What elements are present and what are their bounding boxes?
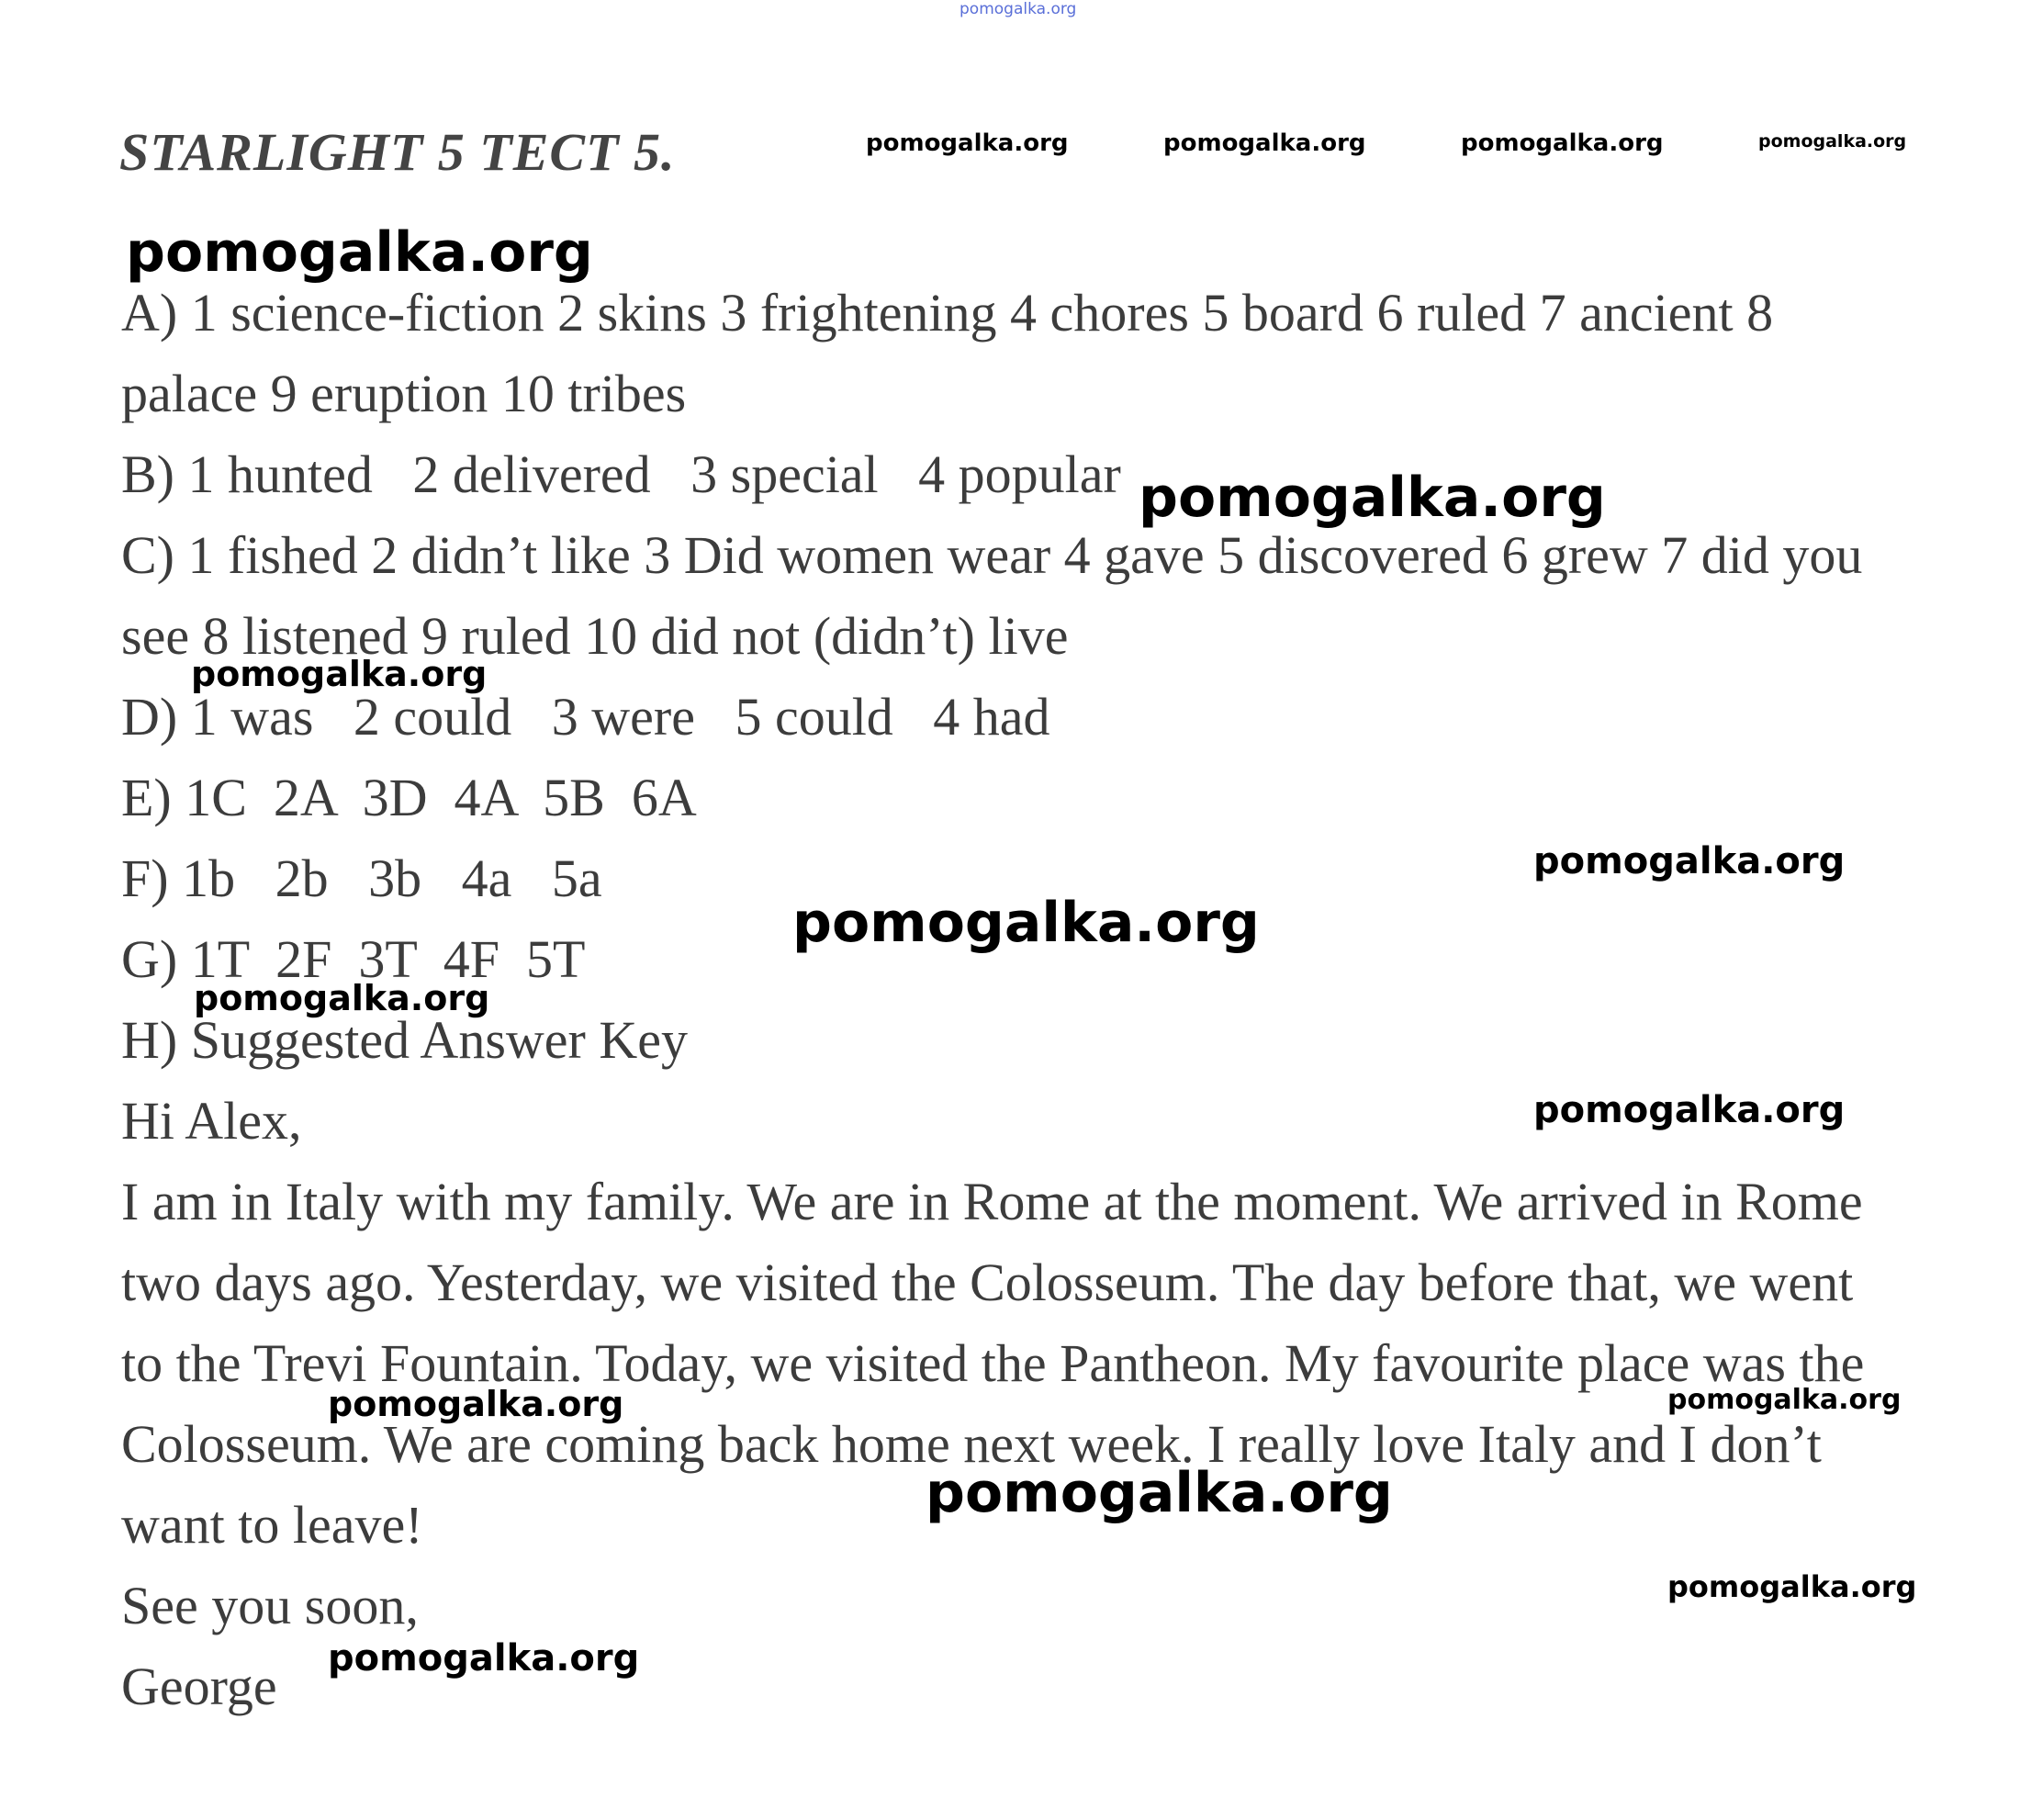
answer-c-line1: C) 1 fished 2 didn’t like 3 Did women wear 4 gave 5 discovered 6 grew 7 did you [121, 525, 1863, 585]
watermark: pomogalka.org [328, 1384, 624, 1424]
letter-body-line4: Colosseum. We are coming back home next week. I really love Italy and I don’t [121, 1414, 1822, 1474]
answer-f-line: F) 1b 2b 3b 4a 5a [121, 848, 602, 908]
answer-h-line: H) Suggested Answer Key [121, 1010, 688, 1070]
watermark: pomogalka.org [191, 654, 488, 694]
letter-body-line2: two days ago. Yesterday, we visited the Colosseum. The day before that, we went [121, 1253, 1854, 1312]
answer-g-line: G) 1T 2F 3T 4F 5T [121, 929, 586, 989]
watermark: pomogalka.org [194, 978, 490, 1018]
letter-body-line3: to the Trevi Fountain. Today, we visited the Pantheon. My favourite place was the [121, 1333, 1865, 1393]
watermark: pomogalka.org [1667, 1384, 1902, 1416]
watermark: pomogalka.org [926, 1461, 1393, 1525]
watermark: pomogalka.org [1139, 466, 1606, 530]
page-title: STARLIGHT 5 TECT 5. [119, 122, 676, 182]
answer-c-line2: see 8 listened 9 ruled 10 did not (didn’t) live [121, 606, 1069, 666]
watermark: pomogalka.org [1461, 129, 1664, 157]
watermark: pomogalka.org [126, 220, 593, 285]
answer-d-line: D) 1 was 2 could 3 were 5 could 4 had [121, 687, 1050, 747]
watermark: pomogalka.org [328, 1637, 640, 1680]
watermark: pomogalka.org [1163, 129, 1366, 157]
letter-greeting: Hi Alex, [121, 1091, 302, 1151]
top-watermark: pomogalka.org [960, 0, 1077, 18]
answer-a-line1: A) 1 science-fiction 2 skins 3 frightening 4 chores 5 board 6 ruled 7 ancient 8 [121, 283, 1774, 343]
letter-body-line1: I am in Italy with my family. We are in Rome at the moment. We arrived in Rome [121, 1172, 1863, 1231]
watermark: pomogalka.org [1758, 131, 1907, 152]
answer-e-line: E) 1C 2A 3D 4A 5B 6A [121, 768, 697, 827]
letter-signature: George [121, 1657, 277, 1716]
letter-closing: See you soon, [121, 1576, 419, 1635]
watermark: pomogalka.org [1533, 840, 1846, 882]
watermark: pomogalka.org [792, 891, 1260, 955]
answer-a-line2: palace 9 eruption 10 tribes [121, 364, 687, 423]
letter-body-line5: want to leave! [121, 1495, 423, 1555]
watermark: pomogalka.org [1533, 1089, 1846, 1131]
watermark: pomogalka.org [1667, 1569, 1917, 1604]
answer-b-line: B) 1 hunted 2 delivered 3 special 4 popular [121, 444, 1121, 504]
watermark: pomogalka.org [866, 129, 1069, 157]
